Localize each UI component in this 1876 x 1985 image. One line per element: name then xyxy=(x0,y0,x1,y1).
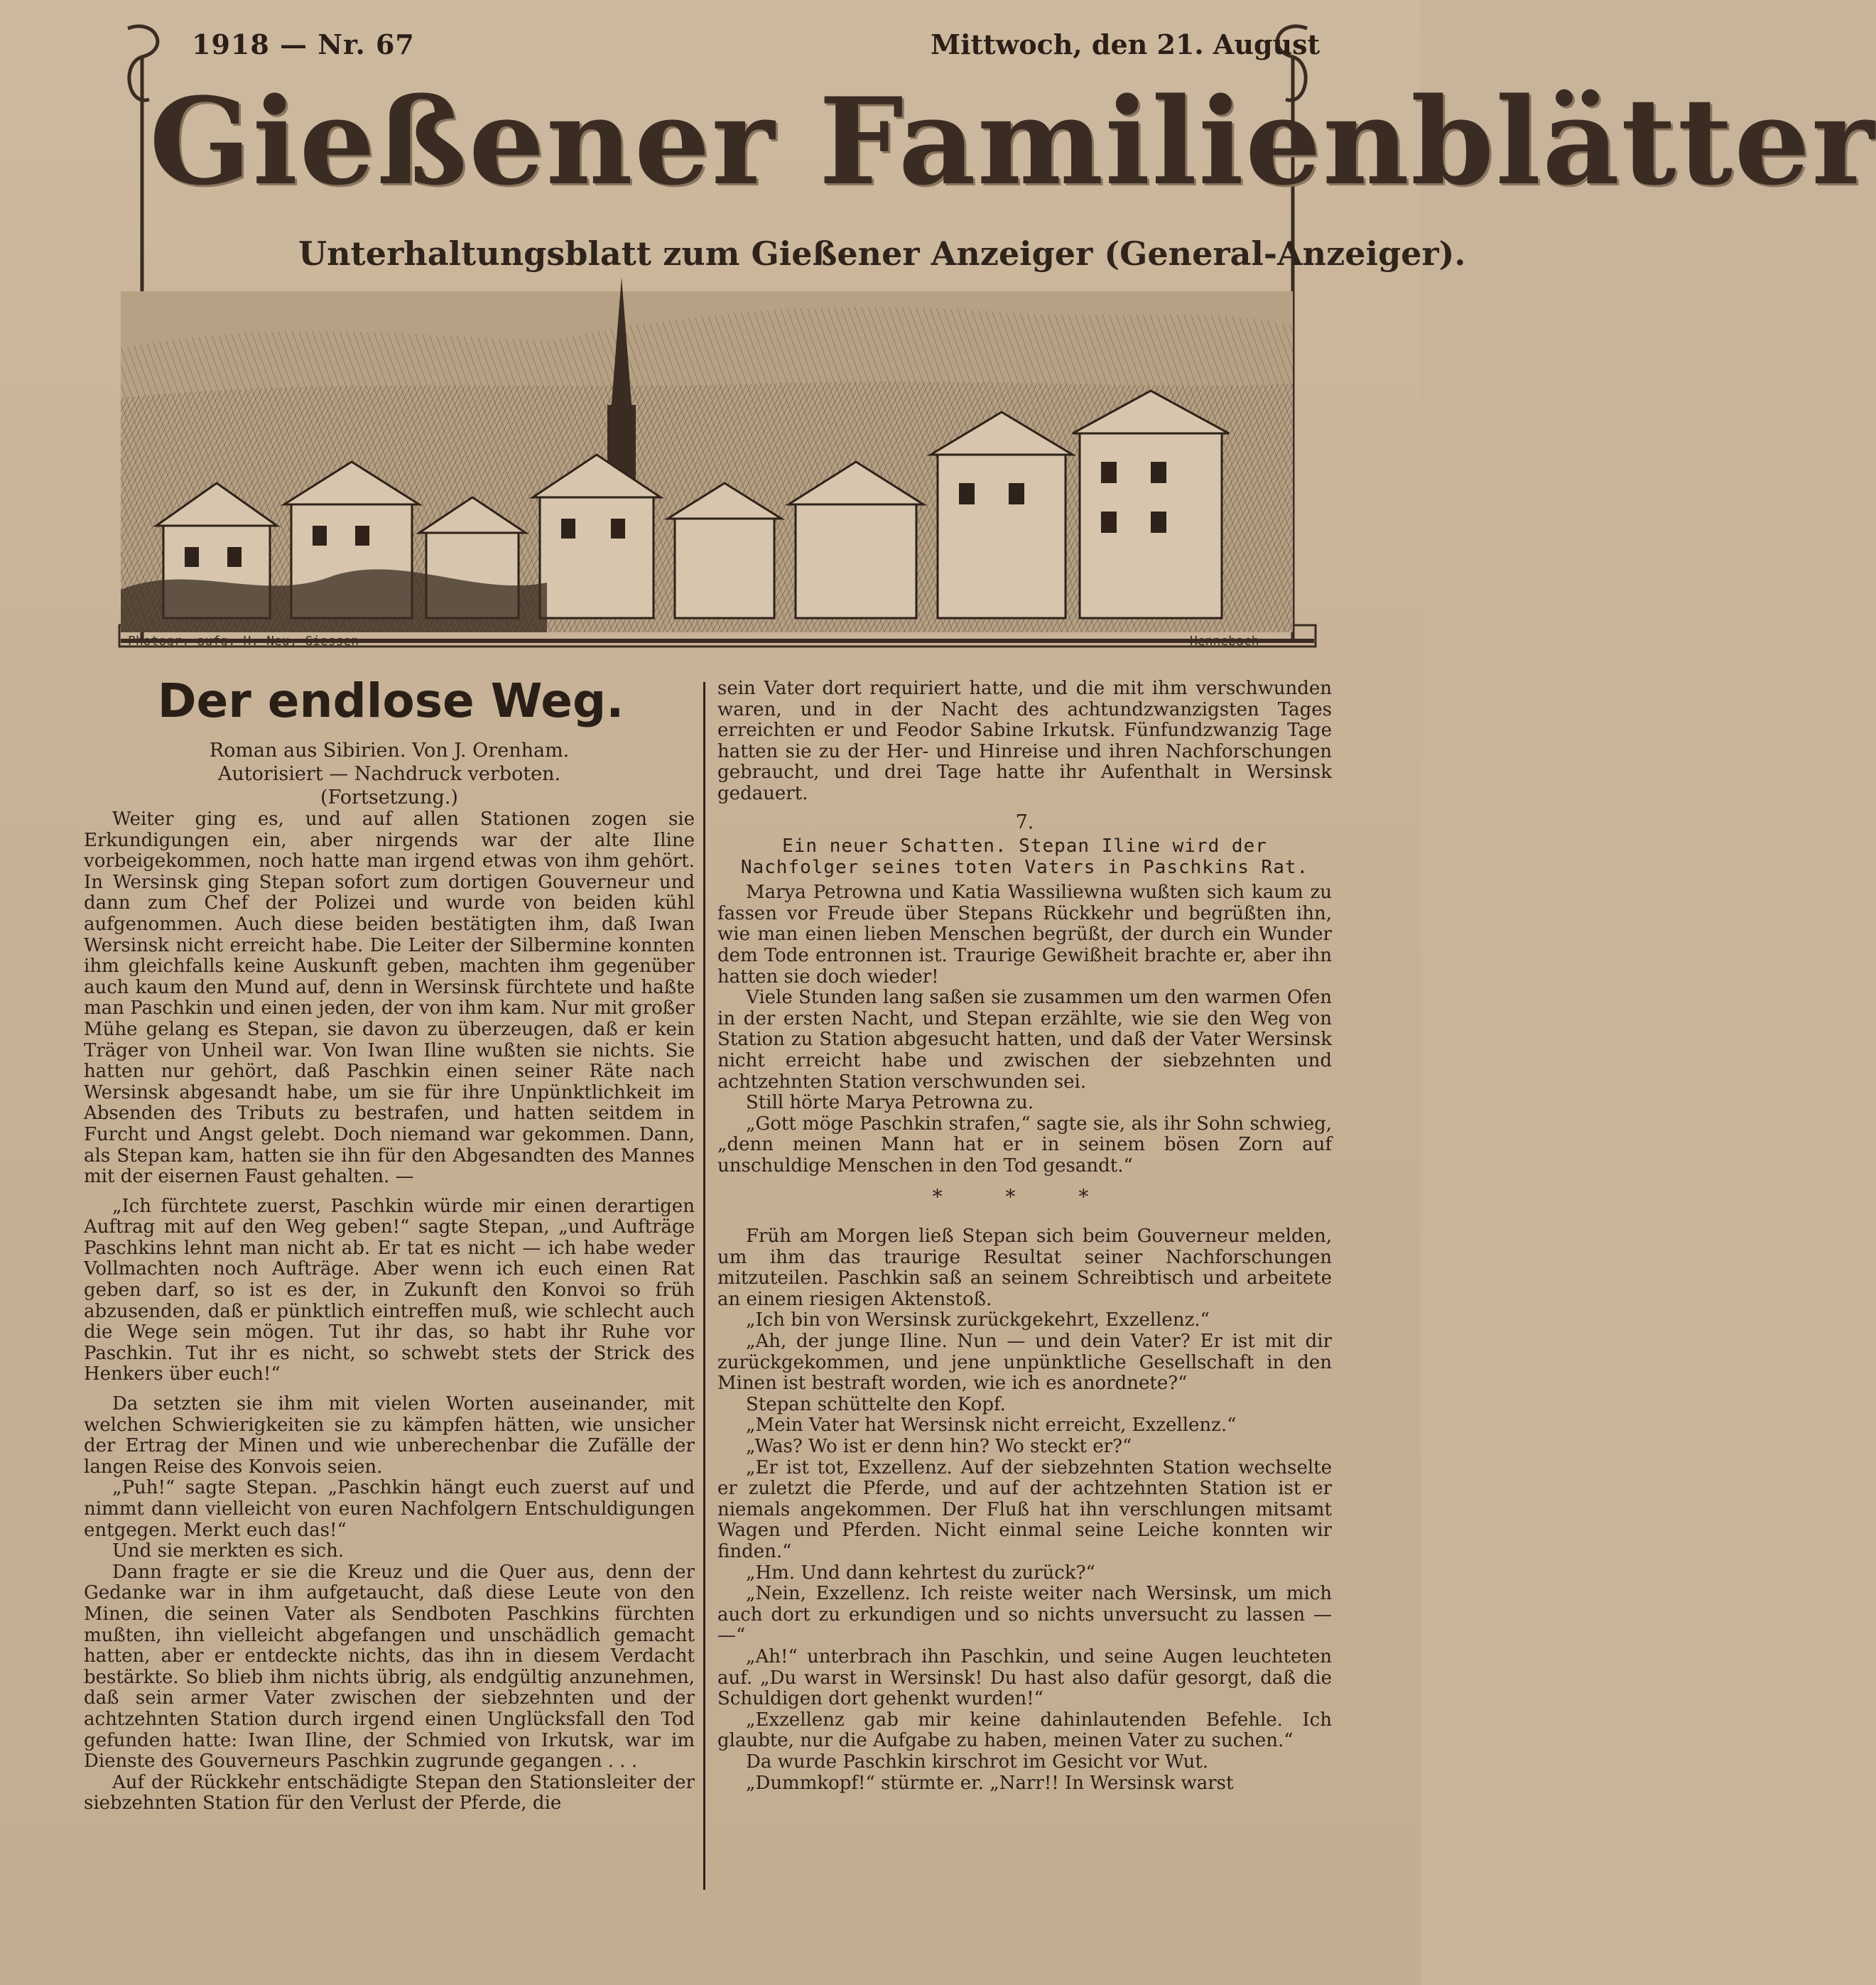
paragraph: Marya Petrowna und Katia Wassiliewna wußten sich kaum zu fassen vor Freude über Stepans Rückkehr und begrüßten ihn, wie man einen lieben Menschen begrüßt, der durch ein Wunder dem Tode entronnen ist. Traurige Gewißheit brachte er, aber ihn hatten sie doch wieder! xyxy=(717,882,1332,988)
paragraph: „Was? Wo ist er denn hin? Wo steckt er?“ xyxy=(746,1436,1132,1457)
chapter-heading: Ein neuer Schatten. Stepan Iline wird der Nachfolger seines toten Vaters in Paschkins Rat. xyxy=(740,835,1309,879)
chapter-number: 7. xyxy=(1015,811,1034,833)
story-title: Der endlose Weg. xyxy=(157,674,624,728)
paragraph: Still hörte Marya Petrowna zu. xyxy=(746,1092,1034,1114)
paragraph: „Puh!“ sagte Stepan. „Paschkin hängt euch zuerst auf und nimmt dann vielleicht von euren Nachfolgern Entschuldigungen entgegen. Merkt euch das!“ xyxy=(84,1477,695,1541)
town-engraving-illustration xyxy=(121,291,1293,632)
paragraph: sein Vater dort requiriert hatte, und die mit ihm verschwunden waren, und in der Nacht des achtundzwanzigsten Tages erreichten er und Feodor Sabine Irkutsk. Fünfundzwanzig Tage hatten sie zu der Her- und Hinreise und ihren Nachforschungen gebraucht, und drei Tage hatte ihr Aufenthalt in Wersinsk gedauert. xyxy=(717,678,1332,804)
engraver-signature: Hennebach xyxy=(1190,634,1259,649)
paragraph: „Gott möge Paschkin strafen,“ sagte sie, als ihr Sohn schwieg, „denn meinen Mann hat er in seinem bösen Zorn auf unschuldige Menschen in den Tod gesandt.“ xyxy=(717,1113,1332,1177)
paragraph: Dann fragte er sie die Kreuz und die Quer aus, denn der Gedanke war in ihm aufgetaucht, daß diese Leute von den Minen, die seinen Vater als Sendboten Paschkins fürchten mußten, ihn vielleicht abgefangen und unschädlich gemacht hatten, aber er entdeckte nichts, das ihn in diesem Verdacht bestärkte. So blieb ihm nichts übrig, als endgültig anzunehmen, daß sein armer Vater zwischen der siebzehnten und der achtzehnten Station durch irgend einen Unglücksfall den Tod gefunden hatte: Iwan Iline, der Schmied von Irkutsk, war im Dienste des Gouverneurs Paschkin zugrunde gegangen . . . xyxy=(84,1561,695,1773)
section-separator: * * * xyxy=(932,1185,1117,1209)
paragraph: „Ah!“ unterbrach ihn Paschkin, und seine Augen leuchteten auf. „Du warst in Wersinsk! Du hast also dafür gesorgt, daß die Schuldigen dort gehenkt wurden!“ xyxy=(717,1645,1332,1710)
masthead-subtitle: Unterhaltungsblatt zum Gießener Anzeiger (General-Anzeiger). xyxy=(298,234,1466,273)
paragraph: „Ah, der junge Iline. Nun — und dein Vater? Er ist mit dir zurückgekommen, und jene unpünktliche Gesellschaft in den Minen ist bestraft worden, wie ich es anordnete?“ xyxy=(717,1331,1332,1395)
paragraph: Früh am Morgen ließ Stepan sich beim Gouverneur melden, um ihm das traurige Resultat seiner Nachforschungen mitzuteilen. Paschkin saß an seinem Schreibtisch und arbeitete an einem riesigen Aktenstoß. xyxy=(717,1226,1332,1310)
paragraph: Da setzten sie ihm mit vielen Worten auseinander, mit welchen Schwierigkeiten sie zu kämpfen hätten, wie unsicher der Ertrag der Minen und wie unberechenbar die Zufälle der langen Reise des Konvois seien. xyxy=(84,1393,695,1478)
paragraph: „Dummkopf!“ stürmte er. „Narr!! In Wersinsk warst xyxy=(746,1772,1234,1794)
masthead-title: Gießener Familienblätter xyxy=(149,71,1876,212)
byline-author: Roman aus Sibirien. Von J. Orenham. xyxy=(209,740,570,762)
byline-rights: Autorisiert — Nachdruck verboten. xyxy=(217,763,561,785)
right-column xyxy=(717,678,1332,1794)
paragraph: Und sie merkten es sich. xyxy=(112,1540,345,1562)
byline-continuation: (Fortsetzung.) xyxy=(320,786,458,808)
issue-date: Mittwoch, den 21. August xyxy=(931,28,1321,60)
paragraph: Viele Stunden lang saßen sie zusammen um den warmen Ofen in der ersten Nacht, und Stepan erzählte, wie sie den Weg von Station zu Station abgesucht hatten, und daß der Vater Wersinsk nicht erreicht habe und zwischen der siebzehnten und achtzehnten Station verschwunden sei. xyxy=(717,987,1332,1093)
paragraph: „Mein Vater hat Wersinsk nicht erreicht, Exzellenz.“ xyxy=(746,1415,1237,1437)
paragraph: Da wurde Paschkin kirschrot im Gesicht vor Wut. xyxy=(746,1751,1209,1773)
paragraph: „Exzellenz gab mir keine dahinlautenden Befehle. Ich glaubte, nur die Aufgabe zu haben, meinen Vater zu suchen.“ xyxy=(717,1709,1332,1752)
paragraph: Stepan schüttelte den Kopf. xyxy=(746,1393,1006,1415)
paragraph: „Hm. Und dann kehrtest du zurück?“ xyxy=(746,1562,1095,1584)
paragraph: „Ich bin von Wersinsk zurückgekehrt, Exzellenz.“ xyxy=(746,1309,1210,1331)
photo-credit: Photogr. aufg. H. Neu, Giessen xyxy=(128,634,359,649)
column-divider xyxy=(703,682,705,1890)
issue-number: 1918 — Nr. 67 xyxy=(192,28,415,60)
paragraph: Weiter ging es, und auf allen Stationen zogen sie Erkundigungen ein, aber nirgends war der alte Iline vorbeigekommen, noch hatte man irgend etwas von ihm gehört. In Wersinsk ging Stepan sofort zum dortigen Gouverneur und dann zum Chef der Polizei und wurde von beiden kühl aufgenommen. Auch diese beiden bestätigten ihm, daß Iwan Wersinsk nicht erreicht habe. Die Leiter der Silbermine konnten ihm gleichfalls keine Auskunft geben, machten ihm gegenüber auch kaum den Mund auf, denn in Wersinsk fürchtete und haßte man Paschkin und einen jeden, der von ihm kam. Nur mit großer Mühe gelang es Stepan, sie davon zu überzeugen, daß er kein Träger von Unheil war. Von Iwan Iline wußten sie nichts. Sie hatten nur gehört, daß Paschkin einen seiner Räte nach Wersinsk abgesandt habe, um sie für ihre Unpünktlichkeit im Absenden des Tributs zu bestrafen, und hatten seitdem in Furcht und Angst gelebt. Doch niemand war gekommen. Dann, als Stepan kam, hatten sie ihn für den Abgesandten des Mannes mit der eisernen Faust gehalten. — xyxy=(84,808,695,1188)
paragraph: „Er ist tot, Exzellenz. Auf der siebzehnten Station wechselte er zuletzt die Pferde, und auf der achtzehnten Station ist er niemals angekommen. Der Fluß hat ihn verschlungen mitsamt Wagen und Pferden. Nicht einmal seine Leiche konnten wir finden.“ xyxy=(717,1456,1332,1562)
paragraph: Auf der Rückkehr entschädigte Stepan den Stationsleiter der siebzehnten Station für den Verlust der Pferde, die xyxy=(84,1771,695,1814)
paragraph: „Nein, Exzellenz. Ich reiste weiter nach Wersinsk, um mich auch dort zu erkundigen und so nichts unversucht zu lassen — —“ xyxy=(717,1583,1332,1647)
paragraph: „Ich fürchtete zuerst, Paschkin würde mir einen derartigen Auftrag mit auf den Weg geben!“ sagte Stepan, „und Aufträge Paschkins lehnt man nicht ab. Er tat es nicht — ich habe weder Vollmachten noch Aufträge. Aber wenn ich euch einen Rat geben darf, so ist es der, in Zukunft den Konvoi so früh abzusenden, daß er pünktlich eintreffen muß, wie schlecht auch die Wege sein mögen. Tut ihr das, so habt ihr Ruhe vor Paschkin. Tut ihr es nicht, so schwebt stets der Strick des Henkers über euch!“ xyxy=(84,1195,695,1385)
left-column xyxy=(84,739,695,1814)
